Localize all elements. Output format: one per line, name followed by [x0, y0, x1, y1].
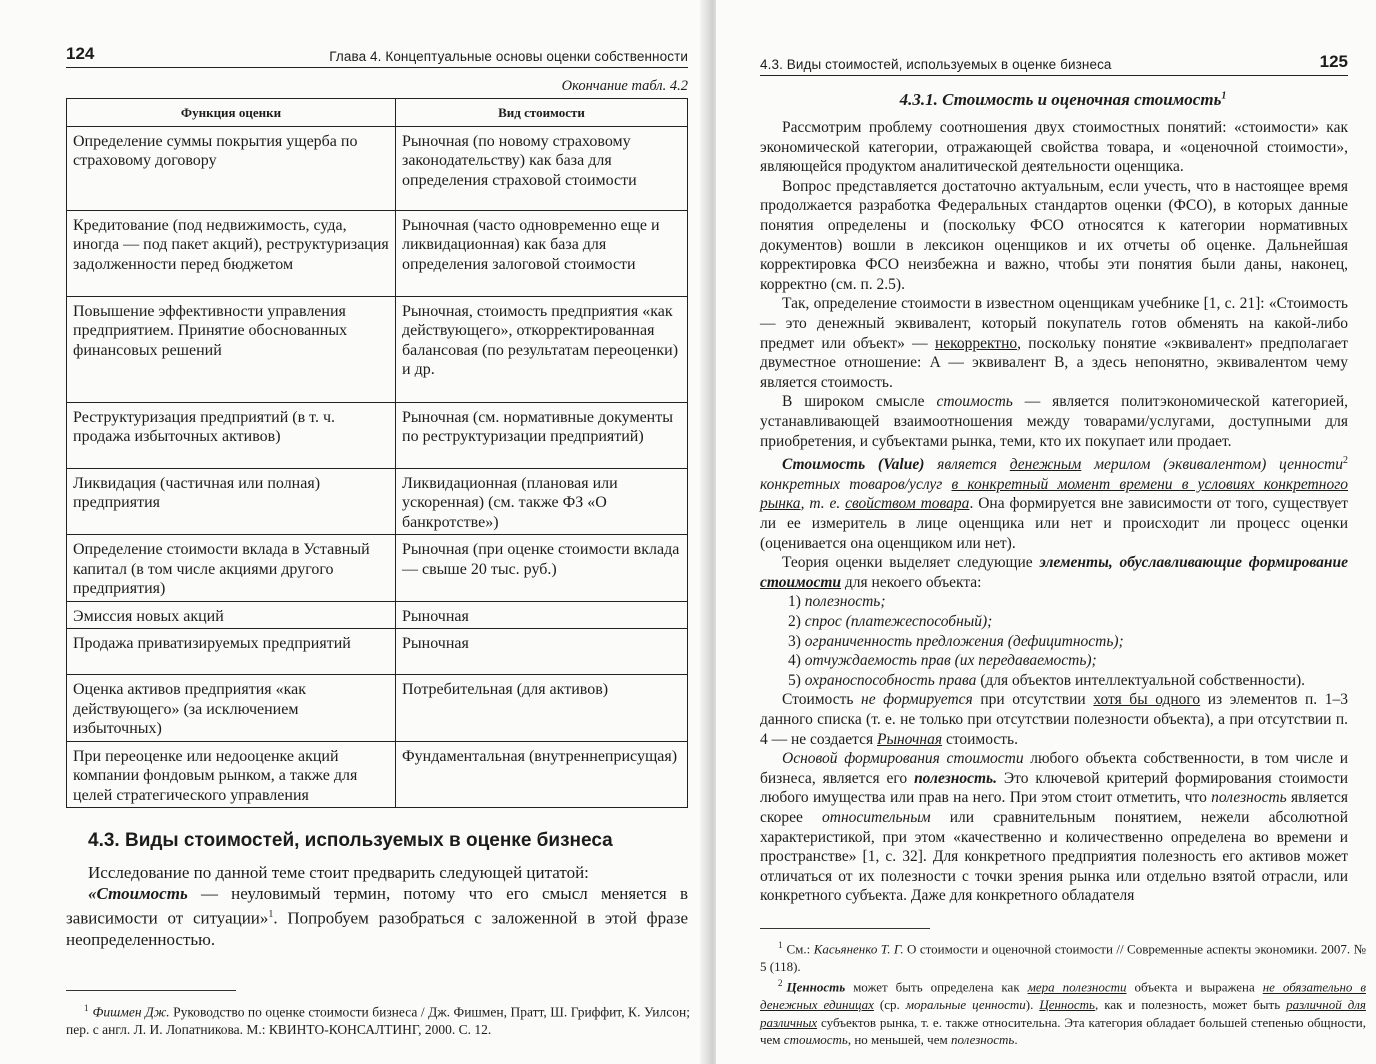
- footnote-mark: 1: [778, 939, 783, 950]
- subsection-title: 4.3.1. Стоимость и оценочная стоимость: [899, 90, 1222, 109]
- bold-italic-text: полезность.: [914, 769, 997, 787]
- table-header: Функция оценки: [67, 99, 396, 127]
- text: Теория оценки выделяет следующие: [782, 554, 1040, 572]
- table-cell: Определение суммы покрытия ущерба по страховому договору: [67, 126, 396, 210]
- subsection-heading: [760, 90, 1366, 110]
- table-cell: Реструктуризация предприятий (в т. ч. продажа избыточных активов): [67, 402, 396, 468]
- underlined-text: мера полезности: [1027, 979, 1127, 995]
- underlined-text: в конкретный момент времени в условиях конкретного рынка: [760, 475, 1348, 513]
- paragraph: [760, 690, 1348, 749]
- term: Стоимость (Value): [782, 456, 925, 474]
- table-cell: Повышение эффективности управления предприятием. Принятие обоснованных финансовых решений: [67, 296, 396, 402]
- footnote-text: может быть определена как: [845, 979, 1028, 995]
- definition-paragraph: [760, 451, 1348, 553]
- list-text: ограниченность предложения (дефицитность);: [804, 632, 1124, 650]
- text: Так, определение стоимости в известном оценщикам учебнике [1, с. 21]: «Стоимость — это денежный эквивалент, который покупатель готов обменять на какой-либо предмет или объект» —: [760, 295, 1348, 352]
- quote-text: — неуловимый термин, потому что его смысл меняется в зависимости от ситуации»: [66, 884, 688, 928]
- underlined-text: Ценность: [1039, 997, 1095, 1013]
- footnote-ref: 1: [1221, 90, 1227, 102]
- table-row: [67, 741, 688, 808]
- footnote: [760, 975, 1366, 1048]
- table-header: Вид стоимости: [396, 99, 688, 127]
- list-item: [788, 612, 1366, 632]
- footnote-text: См.:: [786, 941, 814, 957]
- list-number: 5): [788, 671, 801, 689]
- footnote-mark: 2: [778, 978, 783, 989]
- footnote-ref: 1: [268, 909, 274, 920]
- text: любого объекта собственности, в том числе и бизнеса, является его: [760, 750, 1349, 787]
- quote-term: «Стоимость: [88, 884, 188, 903]
- list-text: отчуждаемость прав (их передаваемость);: [804, 652, 1097, 670]
- table-cell: Эмиссия новых акций: [67, 601, 396, 629]
- list-item: [788, 651, 1366, 671]
- left-running-header: [66, 44, 688, 68]
- table-row: [67, 296, 688, 402]
- footnote-rule: [66, 990, 236, 991]
- underlined-text: не обязательно в денежных единицах: [760, 979, 1366, 1013]
- footnote-text: ).: [1025, 997, 1040, 1013]
- right-running-header: [760, 52, 1348, 76]
- table-cell: Рыночная (при оценке стоимости вклада — свыше 20 тыс. руб.): [396, 535, 688, 602]
- list-number: 4): [788, 652, 801, 670]
- table-row: [67, 210, 688, 296]
- italic-text: конкретных товаров/услуг: [760, 475, 952, 493]
- paragraph: [760, 749, 1348, 906]
- text: для некоего объекта:: [841, 573, 982, 591]
- table-header-row: [67, 99, 688, 127]
- table-cell: Рыночная (см. нормативные документы по реструктуризации предприятий): [396, 402, 688, 468]
- list-text: полезность;: [804, 593, 886, 611]
- table-row: [67, 601, 688, 629]
- italic-text: , т. е.: [800, 495, 846, 513]
- table-cell: Рыночная (часто одновременно еще и ликвидационная) как база для определения залоговой стоимости: [396, 210, 688, 296]
- list-text: охраноспособность права: [804, 671, 977, 689]
- list-item: [788, 632, 1366, 652]
- list-text: спрос (платежеспособный);: [804, 613, 993, 630]
- italic-text: не формируется: [861, 691, 973, 709]
- italic-text: моральные ценности: [905, 997, 1026, 1013]
- list-number: 1): [788, 593, 801, 611]
- footnote-text: Руководство по оценке стоимости бизнеса / Дж. Фишмен, Пратт, Ш. Гриффит, К. Уилсон; пер. с англ. Л. И. Лопатникова. М.: КВИНТО-КОНСАЛТИНГ, 2000. С. 12.: [66, 1004, 690, 1038]
- underlined-text: хотя бы одного: [1093, 691, 1201, 709]
- text: Стоимость: [782, 691, 862, 709]
- text: — является политэкономической категорией, устанавливающей взаимоотношения между товарами/услугами, доступными для приобретения, и субъектами рынка, теми, кто их покупает или продает.: [760, 393, 1348, 450]
- footnote-rule: [760, 928, 930, 929]
- underlined-text: различной для различных: [760, 997, 1366, 1030]
- italic-text: Основой формирования стоимости: [782, 750, 1024, 768]
- table-cell: Оценка активов предприятия «как действующего» (за исключением избыточных): [67, 675, 396, 742]
- table-row: [67, 675, 688, 742]
- italic-text: относительным: [822, 808, 931, 826]
- text: В широком смысле: [782, 393, 937, 411]
- footnote-text: , как и полезность, может быть: [1094, 997, 1287, 1013]
- italic-text: является: [924, 456, 1010, 474]
- table-cell: Ликвидационная (плановая или ускоренная) (см. также ФЗ «О банкротстве»): [396, 468, 688, 535]
- table-row: [67, 402, 688, 468]
- footnote-text: .: [1014, 1032, 1018, 1048]
- footnote-ref: 2: [1343, 455, 1348, 467]
- text: Это ключевой критерий формирования стоимости любого имущества или прав на него. При этом стоит отметить, что: [760, 769, 1348, 807]
- paragraph: [760, 294, 1348, 392]
- footnote-term: Ценность: [786, 979, 846, 995]
- list-item: [788, 592, 1366, 612]
- list-item: [788, 671, 1366, 691]
- footnote-mark: 1: [84, 1002, 89, 1013]
- text: , поскольку понятие «эквивалент» предполагает двуместное отношение: A — эквивалент B, а здесь непонятно, эквивалентом чему является стоимость.: [760, 334, 1348, 391]
- footnote-text: О стоимости и оценочной стоимости // Современные аспекты экономики. 2007. № 5 (118).: [760, 941, 1366, 974]
- quote-tail: . Попробуем разобраться с заложенной в этой фразе неопределенностью.: [66, 908, 688, 949]
- footnote-text: , но меньшей, чем: [847, 1032, 951, 1048]
- footnote-author: Фишмен Дж.: [92, 1004, 170, 1020]
- right-page: [716, 0, 1376, 1064]
- text: стоимость.: [942, 730, 1018, 748]
- paragraph: Рассмотрим проблему соотношения двух стоимостных понятий: «стоимости» как экономической категории, отражающей свойства товара, и «оценочной стоимости», являющейся продуктом аналитической деятельности оценщика.: [760, 119, 1348, 176]
- text: из элементов п. 1–3 данного списка (т. е. не только при отсутствии полезности объекта), а при отсутствии п. 4 — не создается: [760, 691, 1348, 748]
- italic-text: мерилом (эквивалентом) ценности: [1081, 456, 1343, 474]
- text: является скорее: [760, 789, 1348, 826]
- table-cell: Рыночная (по новому страховому законодательству) как база для определения страховой стоимости: [396, 126, 688, 210]
- running-title: 4.3. Виды стоимостей, используемых в оценке бизнеса: [760, 57, 1112, 72]
- underlined-text: некорректно: [934, 334, 1018, 352]
- table-row: [67, 629, 688, 675]
- paragraph: Вопрос представляется достаточно актуальным, если учесть, что в настоящее время продолжается разработка Федеральных стандартов оценки (ФСО), в которых данные понятия определены и (поскольку ФСО относятся к категории нормативных документов) вошли в лексикон оценщиков и их отчеты об оценке. Дальнейшая корректировка ФСО неизбежна и важно, чтобы эти понятия были даны, наконец, корректно (см. п. 2.5).: [760, 177, 1348, 293]
- footnote-text: объекта и выражена: [1126, 979, 1263, 995]
- table-cell: Рыночная: [396, 601, 688, 629]
- table-row: [67, 535, 688, 602]
- intro-paragraph: [66, 862, 688, 883]
- footnote: [66, 999, 690, 1040]
- page-number: 124: [66, 44, 95, 63]
- table-caption: Окончание табл. 4.2: [561, 78, 688, 94]
- bold-italic-text: элементы, обуславливающие формирование: [1039, 554, 1349, 572]
- underlined-text: Рыночная: [877, 730, 943, 748]
- footnote-text: субъектов рынка, т. е. также относительна. Эта категория обладает большей степенью общности, чем: [760, 1014, 1366, 1048]
- table-cell: Рыночная, стоимость предприятия «как действующего», откорректированная балансовая (по результатам переоценки) и др.: [396, 296, 688, 402]
- paragraph: [760, 392, 1348, 451]
- table-cell: Ликвидация (частичная или полная) предприятия: [67, 468, 396, 535]
- table-cell: Кредитование (под недвижимость, суда, иногда — под пакет акций), реструктуризация задолженности перед бюджетом: [67, 210, 396, 296]
- italic-text: полезность: [1211, 789, 1287, 807]
- italic-text: стоимость: [783, 1032, 848, 1048]
- table-cell: Продажа приватизируемых предприятий: [67, 629, 396, 675]
- table-row: [67, 468, 688, 535]
- paragraph: [760, 553, 1348, 592]
- quote-paragraph: [66, 883, 688, 950]
- list-number: 3): [788, 632, 801, 650]
- intro-text: Исследование по данной теме стоит предварить следующей цитатой:: [88, 863, 589, 882]
- table-cell: Потребительная (для активов): [396, 675, 688, 742]
- running-title: Глава 4. Концептуальные основы оценки собственности: [329, 49, 688, 64]
- page-number: 125: [1319, 52, 1348, 71]
- text: при отсутствии: [972, 691, 1094, 709]
- table-cell: Рыночная: [396, 629, 688, 675]
- table-cell: Определение стоимости вклада в Уставный капитал (в том числе акциями другого предприятия): [67, 535, 396, 602]
- list-number: 2): [788, 613, 801, 630]
- italic-text: полезность: [950, 1032, 1015, 1048]
- italic-text: стоимость: [936, 393, 1013, 411]
- table-cell: Фундаментальная (внутреннеприсущая): [396, 741, 688, 808]
- underlined-text: свойством товара: [845, 495, 970, 513]
- underlined-text: стоимости: [760, 573, 842, 591]
- footnote-author: Касьяненко Т. Г.: [813, 941, 904, 957]
- valuation-functions-table: [66, 98, 688, 808]
- footnote-text: (ср.: [873, 997, 906, 1013]
- table-cell: При переоценке или недооценке акций компании фондовым рынком, а также для целей стратегического управления: [67, 741, 396, 808]
- underlined-text: денежным: [1009, 456, 1082, 474]
- list-note: (для объектов интеллектуальной собственности).: [976, 671, 1306, 689]
- text: . Она формируется вне зависимости от того, существует ли ее измеритель в лице оценщика или нет и происходит ли процесс оценки (оценивается она оценщиком или нет).: [760, 495, 1349, 552]
- elements-list: [760, 592, 1366, 690]
- text: или сравнительным понятием, нежели абсолютной характеристикой, при этом «качественно и количественно определена во времени и пространстве» [1, с. 32]. Для конкретного предприятия полезность его активов может отличаться от их полезности с точки зрения рынка или отдельно взятой отрасли, или конкретного субъекта. Даже для конкретного обладателя: [760, 808, 1348, 905]
- table-row: [67, 126, 688, 210]
- section-heading: 4.3. Виды стоимостей, используемых в оценке бизнеса: [88, 830, 613, 851]
- footnote: [760, 937, 1366, 975]
